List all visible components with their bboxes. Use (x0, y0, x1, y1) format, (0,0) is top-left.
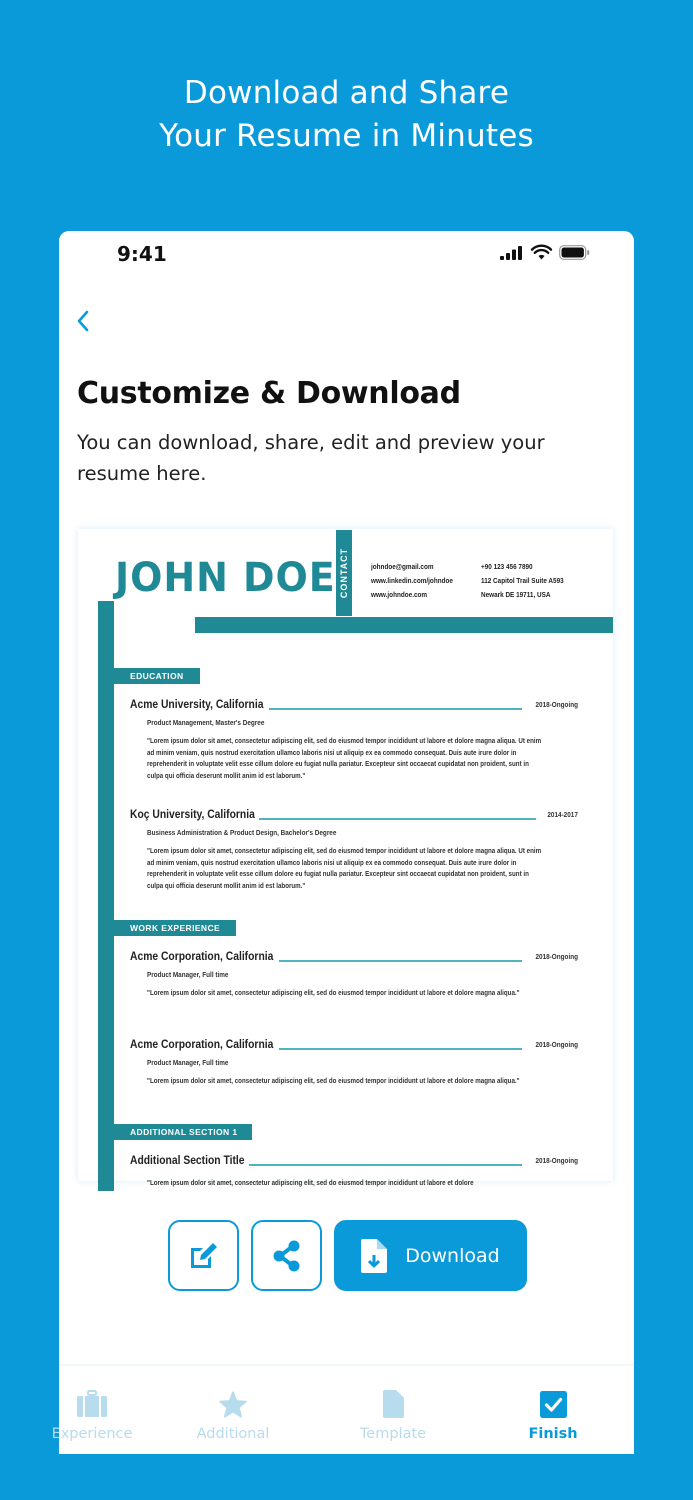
back-button[interactable] (73, 307, 97, 335)
contact-email: johndoe@gmail.com (371, 562, 434, 571)
promo-line-2: Your Resume in Minutes (159, 118, 534, 154)
tab-template[interactable] (333, 1366, 453, 1456)
page-title: Customize & Download (77, 376, 461, 411)
resume-header-bar (195, 617, 613, 633)
entry-date: 2018-Ongoing (535, 951, 578, 961)
tab-experience[interactable] (32, 1366, 152, 1456)
download-button[interactable] (334, 1220, 527, 1291)
resume-entry (130, 1037, 578, 1087)
entry-body: "Lorem ipsum dolor sit amet, consectetur adipiscing elit, sed do eiusmod tempor incididunt ut labore et dolore magna aliqua. Ut enim ad minim veniam, quis nostrud exercitation ullamco laboris nisi ut aliquip ex ea commodo consequat. Duis aute irure dolor in reprehenderit in voluptate velit esse cillum dolore eu fugiat nulla pariatur. Excepteur sint occaecat cupidatat non proident, sunt in culpa qui officia deserunt mollit anim id est laborum." (147, 736, 542, 780)
entry-date: 2014-2017 (547, 809, 578, 819)
edit-button[interactable] (168, 1220, 239, 1291)
entry-subtitle: Product Management, Master's Degree (147, 718, 265, 727)
resume-entry (130, 807, 578, 891)
entry-rule (279, 1048, 522, 1050)
contact-website: www.johndoe.com (371, 590, 428, 599)
file-download-icon (361, 1239, 387, 1273)
entry-date: 2018-Ongoing (535, 1155, 578, 1165)
bottom-tab-bar (51, 1364, 634, 1454)
entry-subtitle: Business Administration & Product Design, Bachelor's Degree (147, 828, 337, 837)
briefcase-icon (77, 1391, 107, 1417)
download-label: Download (405, 1244, 500, 1267)
signal-icon (500, 246, 524, 260)
entry-title: Acme University, California (130, 697, 264, 711)
chevron-left-icon (73, 307, 97, 335)
tab-additional[interactable] (173, 1366, 293, 1456)
entry-rule (249, 1164, 522, 1166)
section-work-experience: WORK EXPERIENCE (114, 920, 236, 936)
tab-label: Finish (528, 1426, 578, 1442)
entry-rule (279, 960, 522, 962)
entry-subtitle: Product Manager, Full time (147, 1058, 229, 1067)
document-icon (383, 1390, 404, 1418)
share-button[interactable] (251, 1220, 322, 1291)
entry-title: Acme Corporation, California (130, 1037, 274, 1051)
section-additional: ADDITIONAL SECTION 1 (114, 1124, 252, 1140)
contact-address-2: Newark DE 19711, USA (481, 590, 551, 599)
entry-subtitle: Product Manager, Full time (147, 970, 229, 979)
resume-contact-label (336, 530, 352, 616)
entry-body: "Lorem ipsum dolor sit amet, consectetur adipiscing elit, sed do eiusmod tempor incididunt ut labore et dolore (147, 1178, 474, 1187)
battery-icon (559, 245, 590, 260)
entry-body: "Lorem ipsum dolor sit amet, consectetur adipiscing elit, sed do eiusmod tempor incididunt ut labore et dolore magna aliqua. Ut enim ad minim veniam, quis nostrud exercitation ullamco laboris nisi ut aliquip ex ea commodo consequat. Duis aute irure dolor in reprehenderit in voluptate velit esse cillum dolore eu fugiat nulla pariatur. Excepteur sint occaecat cupidatat non proident, sunt in culpa qui officia deserunt mollit anim id est laborum." (147, 846, 542, 890)
resume-contact-col-1 (371, 560, 467, 602)
status-icons (500, 245, 590, 260)
promo-headline (0, 72, 693, 158)
resume-left-bar (98, 601, 114, 1191)
entry-rule (259, 818, 536, 820)
entry-title: Additional Section Title (130, 1153, 245, 1167)
contact-phone: +90 123 456 7890 (481, 562, 533, 571)
checkbox-icon (540, 1391, 567, 1418)
entry-date: 2018-Ongoing (535, 1039, 578, 1049)
entry-title: Acme Corporation, California (130, 949, 274, 963)
tab-finish[interactable] (493, 1366, 613, 1456)
contact-label-text: CONTACT (339, 547, 350, 599)
status-time: 9:41 (117, 242, 167, 266)
section-education: EDUCATION (114, 668, 200, 684)
resume-contact-col-2 (481, 560, 578, 602)
entry-body: "Lorem ipsum dolor sit amet, consectetur adipiscing elit, sed do eiusmod tempor incididunt ut labore et dolore magna aliqua." (147, 988, 520, 997)
entry-rule (269, 708, 522, 710)
resume-entry (130, 1153, 578, 1189)
action-buttons (168, 1220, 527, 1291)
contact-linkedin: www.linkedin.com/johndoe (371, 576, 453, 585)
phone-screen (51, 231, 634, 1454)
resume-entry (130, 697, 578, 781)
page-description: You can download, share, edit and preview your resume here. (77, 431, 545, 485)
entry-title: Koç University, California (130, 807, 255, 821)
tab-label: Additional (196, 1426, 270, 1442)
tab-label: Template (359, 1426, 427, 1442)
star-icon (219, 1391, 247, 1418)
resume-entry (130, 949, 578, 999)
resume-preview[interactable] (78, 529, 613, 1187)
entry-date: 2018-Ongoing (535, 699, 578, 709)
edit-icon (187, 1240, 221, 1272)
contact-address-1: 112 Capitol Trail Suite A593 (481, 576, 564, 585)
entry-body: "Lorem ipsum dolor sit amet, consectetur adipiscing elit, sed do eiusmod tempor incididunt ut labore et dolore magna aliqua." (147, 1076, 520, 1085)
promo-line-1: Download and Share (183, 75, 510, 111)
resume-name: JOHN DOE (115, 555, 336, 601)
share-icon (271, 1239, 303, 1273)
status-bar (59, 231, 634, 279)
wifi-icon (531, 245, 552, 260)
tab-label: Experience (51, 1426, 133, 1442)
